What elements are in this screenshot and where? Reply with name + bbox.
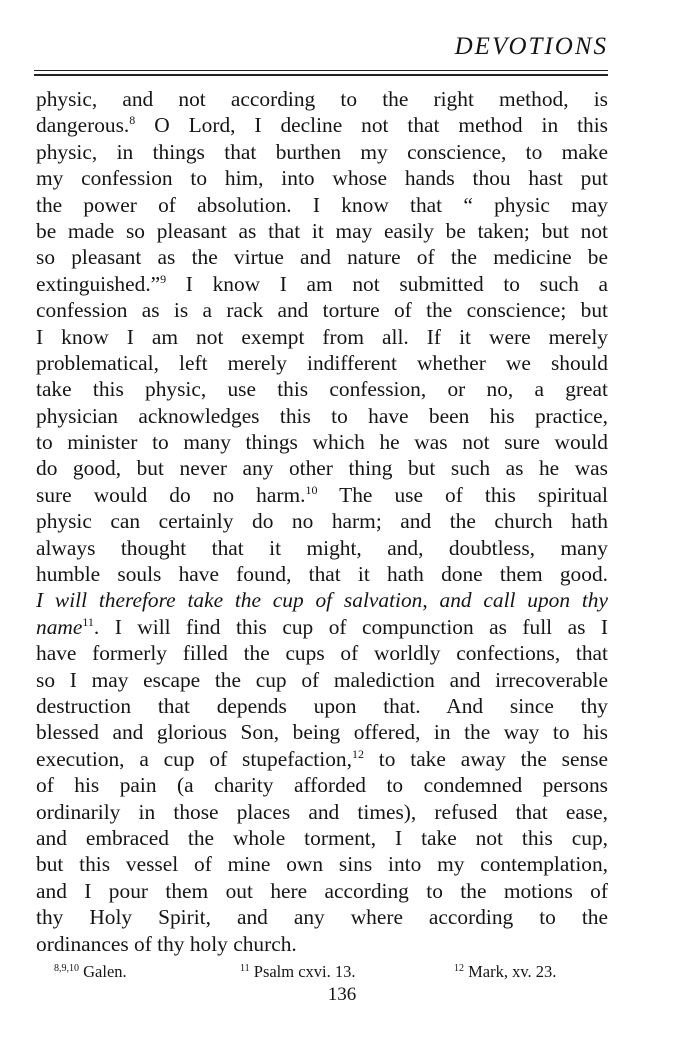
footnote-galen: $^{8,9,10}$ Galen. <box>54 962 127 981</box>
page-number: 136 <box>327 984 357 1005</box>
text-line: humble souls have found, that it hath done them good. <box>36 562 608 587</box>
text-line: but this vessel of mine own sins into my contemplation, <box>36 852 608 877</box>
footnote-ref: 11 <box>82 614 94 629</box>
text-line: I know I am not exempt from all. If it were merely <box>36 324 608 349</box>
text-line: destruction that depends upon that. And since thy <box>36 693 608 718</box>
text-line: the power of absolution. I know that “ physic may <box>36 192 608 217</box>
text-line: dangerous.$^8$ O Lord, I decline not that method in this <box>36 113 608 138</box>
text-line: so pleasant as the virtue and nature of the medicine be <box>36 245 608 270</box>
text-line: take this physic, use this confession, or no, a great <box>36 377 608 402</box>
header-rule-thick <box>34 74 608 76</box>
text-line: be made so pleasant as that it may easily be taken; but not <box>36 218 608 243</box>
footnote-psalm: $^{11}$ Psalm cxvi. 13. <box>240 962 356 981</box>
text-line: blessed and glorious Son, being offered, in the way to his <box>36 720 608 745</box>
text-line: have formerly filled the cups of worldly confections, that <box>36 641 608 666</box>
text-line: thy Holy Spirit, and any where according to the <box>36 905 608 930</box>
running-head: DEVOTIONS <box>454 33 608 60</box>
text-line: physic, in things that burthen my conscience, to make <box>36 139 608 164</box>
text-line: physician acknowledges this to have been his practice, <box>36 403 608 428</box>
text-line: and I pour them out here according to the motions of <box>36 878 608 903</box>
footnote-marks: 12 <box>454 963 464 974</box>
text-line: of his pain (a charity afforded to condemned persons <box>36 773 608 798</box>
header-rule-thin <box>34 70 608 71</box>
body-text <box>36 86 608 957</box>
text-line: sure would do no harm.$^{10}$ The use of this spiritual <box>36 482 608 507</box>
footnote-ref: 9 <box>160 271 167 286</box>
text-line: always thought that it might, and, doubtless, many <box>36 535 608 560</box>
text-line: physic, and not according to the right method, is <box>36 87 608 111</box>
text-line: do good, but never any other thing but such as he was <box>36 456 608 481</box>
text-line: ordinarily in those places and times), refused that ease, <box>36 799 608 824</box>
footnote-mark: $^{12}$ Mark, xv. 23. <box>454 962 557 981</box>
text-line: execution, a cup of stupefaction,$^{12}$ to take away the sense <box>36 746 608 771</box>
text-line: my confession to him, into whose hands thou hast put <box>36 166 608 191</box>
text-line: so I may escape the cup of malediction and irrecoverable <box>36 667 608 692</box>
footnote-ref: 8 <box>129 113 136 128</box>
text-line: I will therefore take the cup of salvation, and call upon thy <box>36 588 608 613</box>
text-line: confession as is a rack and torture of the conscience; but <box>36 298 608 323</box>
text-line: and embraced the whole torment, I take not this cup, <box>36 825 608 850</box>
text-line: ordinances of thy holy church. <box>36 931 297 956</box>
footnote-ref: 10 <box>305 482 318 497</box>
text-line: problematical, left merely indifferent whether we should <box>36 350 608 375</box>
text-line: physic can certainly do no harm; and the church hath <box>36 509 608 534</box>
footnote-marks: 11 <box>240 963 250 974</box>
footnote-ref: 12 <box>351 746 364 761</box>
text-line: extinguished.”$^9$ I know I am not submitted to such a <box>36 271 608 296</box>
footnote-marks: 8,9,10 <box>54 963 79 974</box>
text-line: name$^{11}$. I will find this cup of compunction as full as I <box>36 614 608 639</box>
text-line: to minister to many things which he was not sure would <box>36 430 608 455</box>
